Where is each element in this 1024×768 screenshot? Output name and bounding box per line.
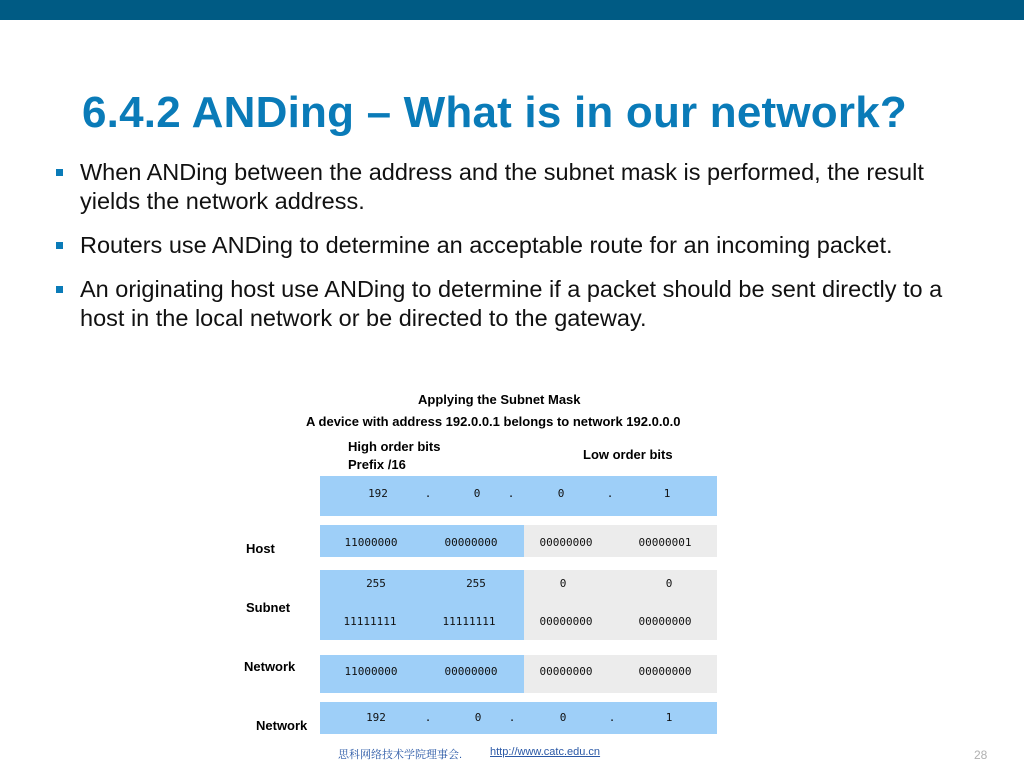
address-octet-2: 0 xyxy=(473,487,481,500)
diagram-subtitle: A device with address 192.0.0.1 belongs to network 192.0.0.0 xyxy=(306,414,681,429)
host-octet-4: 00000001 xyxy=(638,536,692,549)
network-label-2: Network xyxy=(256,718,308,733)
low-order-header: Low order bits xyxy=(583,447,673,462)
network-octet-2: 00000000 xyxy=(444,665,498,678)
octet-separator: . xyxy=(507,487,515,500)
octet-separator: . xyxy=(424,711,432,724)
subnet-octet-4: 0 xyxy=(665,577,673,590)
network-decimal-1: 192 xyxy=(366,711,386,724)
bullet-item xyxy=(56,231,986,260)
top-banner xyxy=(0,0,1024,20)
network-decimal-4: 1 xyxy=(665,711,673,724)
footer-organization: 思科网络技术学院理事会. xyxy=(338,749,463,761)
host-octet-2: 00000000 xyxy=(444,536,498,549)
prefix-label: Prefix /16 xyxy=(348,457,406,472)
octet-separator: . xyxy=(606,487,614,500)
square-bullet-icon xyxy=(56,242,63,249)
host-octet-3: 00000000 xyxy=(539,536,593,549)
network-octet-1: 11000000 xyxy=(344,665,398,678)
high-order-header xyxy=(348,438,440,474)
subnet-octet-2: 255 xyxy=(466,577,486,590)
page-number: 28 xyxy=(974,748,988,762)
square-bullet-icon xyxy=(56,169,63,176)
network-decimal-2: 0 xyxy=(474,711,482,724)
square-bullet-icon xyxy=(56,286,63,293)
bullet-text: Routers use ANDing to determine an acceptable route for an incoming packet. xyxy=(80,232,893,258)
diagram-title: Applying the Subnet Mask xyxy=(418,392,581,407)
footer-link[interactable]: http://www.catc.edu.cn xyxy=(490,746,601,758)
subnet-binary-2: 11111111 xyxy=(442,615,496,628)
octet-separator: . xyxy=(424,487,432,500)
host-label: Host xyxy=(246,541,275,556)
network-octet-3: 00000000 xyxy=(539,665,593,678)
subnet-octet-1: 255 xyxy=(366,577,386,590)
slide-title: 6.4.2 ANDing – What is in our network? xyxy=(82,88,907,137)
network-decimal-3: 0 xyxy=(559,711,567,724)
network-label: Network xyxy=(244,659,296,674)
address-octet-4: 1 xyxy=(663,487,671,500)
octet-separator: . xyxy=(608,711,616,724)
subnet-label: Subnet xyxy=(246,600,291,615)
subnet-binary-4: 00000000 xyxy=(638,615,692,628)
octet-separator: . xyxy=(508,711,516,724)
high-order-label: High order bits xyxy=(348,439,441,454)
subnet-octet-3: 0 xyxy=(559,577,567,590)
network-octet-4: 00000000 xyxy=(638,665,692,678)
host-octet-1: 11000000 xyxy=(344,536,398,549)
bullet-item xyxy=(56,275,986,333)
bullet-text: When ANDing between the address and the subnet mask is performed, the result yields the network address. xyxy=(80,159,924,214)
subnet-binary-1: 11111111 xyxy=(343,615,397,628)
address-octet-1: 192 xyxy=(368,487,388,500)
bullet-text: An originating host use ANDing to determine if a packet should be sent directly to a host in the local network or be directed to the gateway. xyxy=(80,276,943,331)
subnet-binary-3: 00000000 xyxy=(539,615,593,628)
bullet-item xyxy=(56,158,986,216)
bullet-list xyxy=(56,158,986,348)
address-octet-3: 0 xyxy=(557,487,565,500)
